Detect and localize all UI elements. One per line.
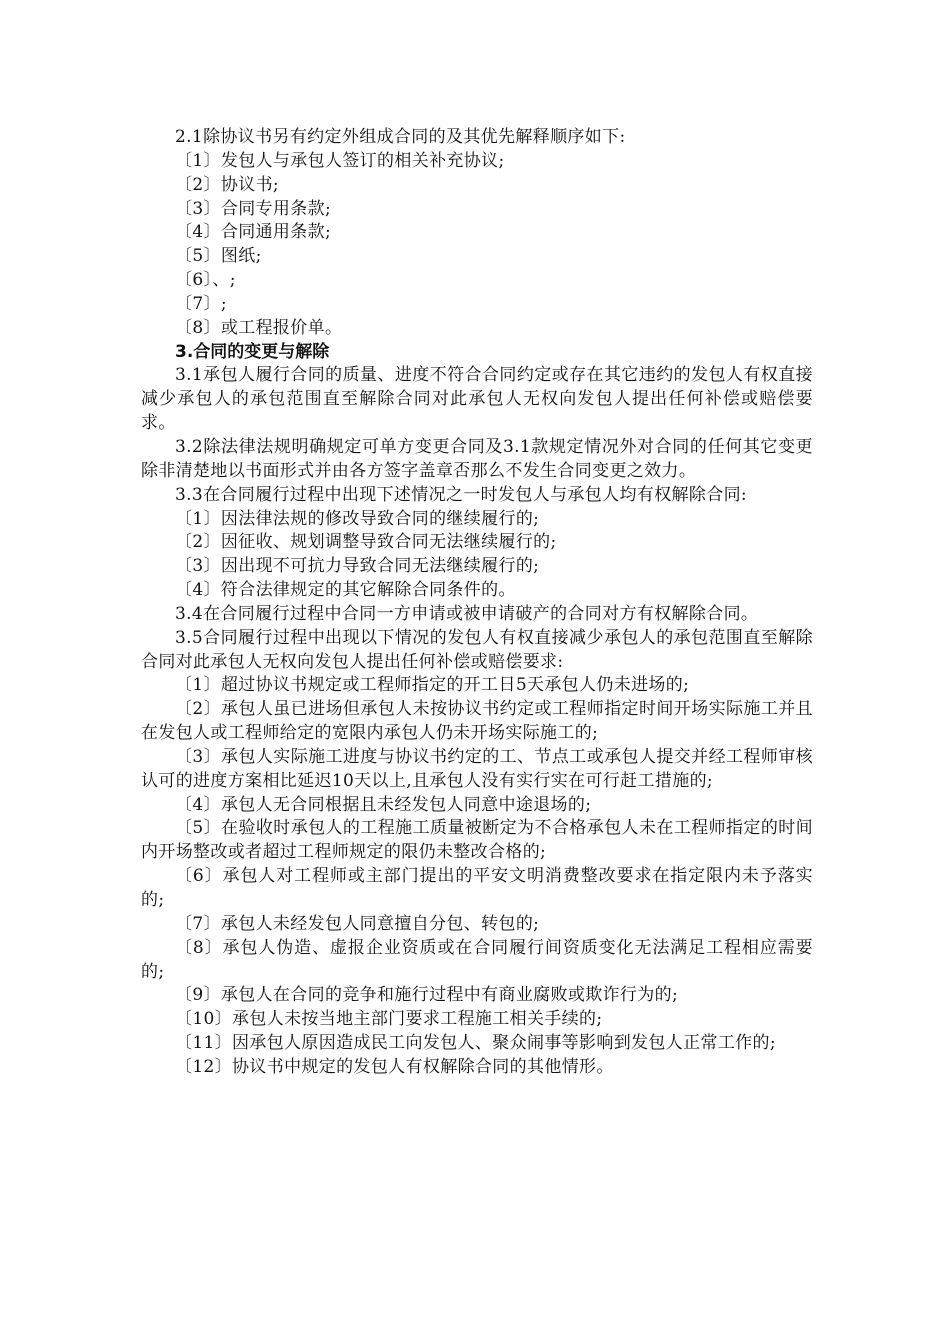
- list-item: 〔6〕、;: [175, 270, 236, 291]
- list-item: 〔2〕协议书;: [175, 174, 279, 195]
- list-item: 〔10〕承包人未按当地主部门要求工程施工相关手续的;: [175, 1009, 603, 1030]
- list-item: 〔9〕承包人在合同的竞争和施行过程中有商业腐败或欺诈行为的;: [175, 985, 679, 1006]
- paragraph-3-4: 3.4在合同履行过程中合同一方申请或被申请破产的合同对方有权解除合同。: [175, 603, 759, 624]
- paragraph-3-3: 3.3在合同履行过程中出现下述情况之一时发包人与承包人均有权解除合同:: [175, 484, 748, 505]
- paragraph-3-5: 3.5合同履行过程中出现以下情况的发包人有权直接减少承包人的承包范围直至解除合同对此承包人无权向发包人提出任何补偿或赔偿要求:: [141, 627, 813, 672]
- list-item: 〔6〕承包人对工程师或主部门提出的平安文明消费整改要求在指定限内未予落实的;: [141, 866, 813, 910]
- paragraph-3-1: 3.1承包人履行合同的质量、进度不符合合同约定或存在其它违约的发包人有权直接减少承包人的承包范围直至解除合同对此承包人无权向发包人提出任何补偿或赔偿要求。: [141, 365, 813, 434]
- list-item: 〔7〕;: [175, 293, 227, 314]
- list-item: 〔2〕因征收、规划调整导致合同无法继续履行的;: [175, 532, 557, 553]
- list-item: 〔4〕合同通用条款;: [175, 222, 332, 243]
- list-item: 〔1〕超过协议书规定或工程师指定的开工日5天承包人仍未进场的;: [175, 675, 690, 696]
- list-item: 〔12〕协议书中规定的发包人有权解除合同的其他情形。: [175, 1056, 614, 1077]
- paragraph-3-2: 3.2除法律法规明确规定可单方变更合同及3.1款规定情况外对合同的任何其它变更除非清楚地以书面形式并由各方签字盖章否那么不发生合同变更之效力。: [141, 436, 813, 481]
- section-heading: 3.合同的变更与解除: [175, 341, 330, 362]
- list-item: 〔8〕或工程报价单。: [175, 317, 343, 338]
- list-item: 〔2〕承包人虽已进场但承包人未按协议书约定或工程师指定时间开场实际施工并且在发包人或工程师给定的宽限内承包人仍未开场实际施工的;: [141, 699, 813, 744]
- list-item: 〔7〕承包人未经发包人同意擅自分包、转包的;: [175, 913, 540, 934]
- list-item: 〔3〕承包人实际施工进度与协议书约定的工、节点工或承包人提交并经工程师审核认可的进度方案相比延迟10天以上,且承包人没有实行实在可行赶工措施的;: [141, 746, 813, 791]
- list-item: 〔3〕合同专用条款;: [175, 198, 332, 219]
- list-item: 〔4〕承包人无合同根据且未经发包人同意中途退场的;: [175, 794, 592, 815]
- list-item: 〔4〕符合法律规定的其它解除合同条件的。: [175, 580, 516, 601]
- paragraph-2-1: 2.1除协议书另有约定外组成合同的及其优先解释顺序如下:: [175, 127, 626, 147]
- list-item: 〔1〕因法律法规的修改导致合同的继续履行的;: [175, 508, 540, 529]
- document-body: [141, 126, 813, 1080]
- list-item: 〔3〕因出现不可抗力导致合同无法继续履行的;: [175, 556, 540, 577]
- list-item: 〔5〕在验收时承包人的工程施工质量被断定为不合格承包人未在工程师指定的时间内开场整改或者超过工程师规定的限仍未整改合格的;: [141, 818, 813, 863]
- list-item: 〔8〕承包人伪造、虚报企业资质或在合同履行间资质变化无法满足工程相应需要的;: [141, 937, 813, 982]
- list-item: 〔1〕发包人与承包人签订的相关补充协议;: [175, 150, 505, 171]
- list-item: 〔5〕图纸;: [175, 246, 262, 267]
- list-item: 〔11〕因承包人原因造成民工向发包人、聚众闹事等影响到发包人正常工作的;: [175, 1033, 776, 1054]
